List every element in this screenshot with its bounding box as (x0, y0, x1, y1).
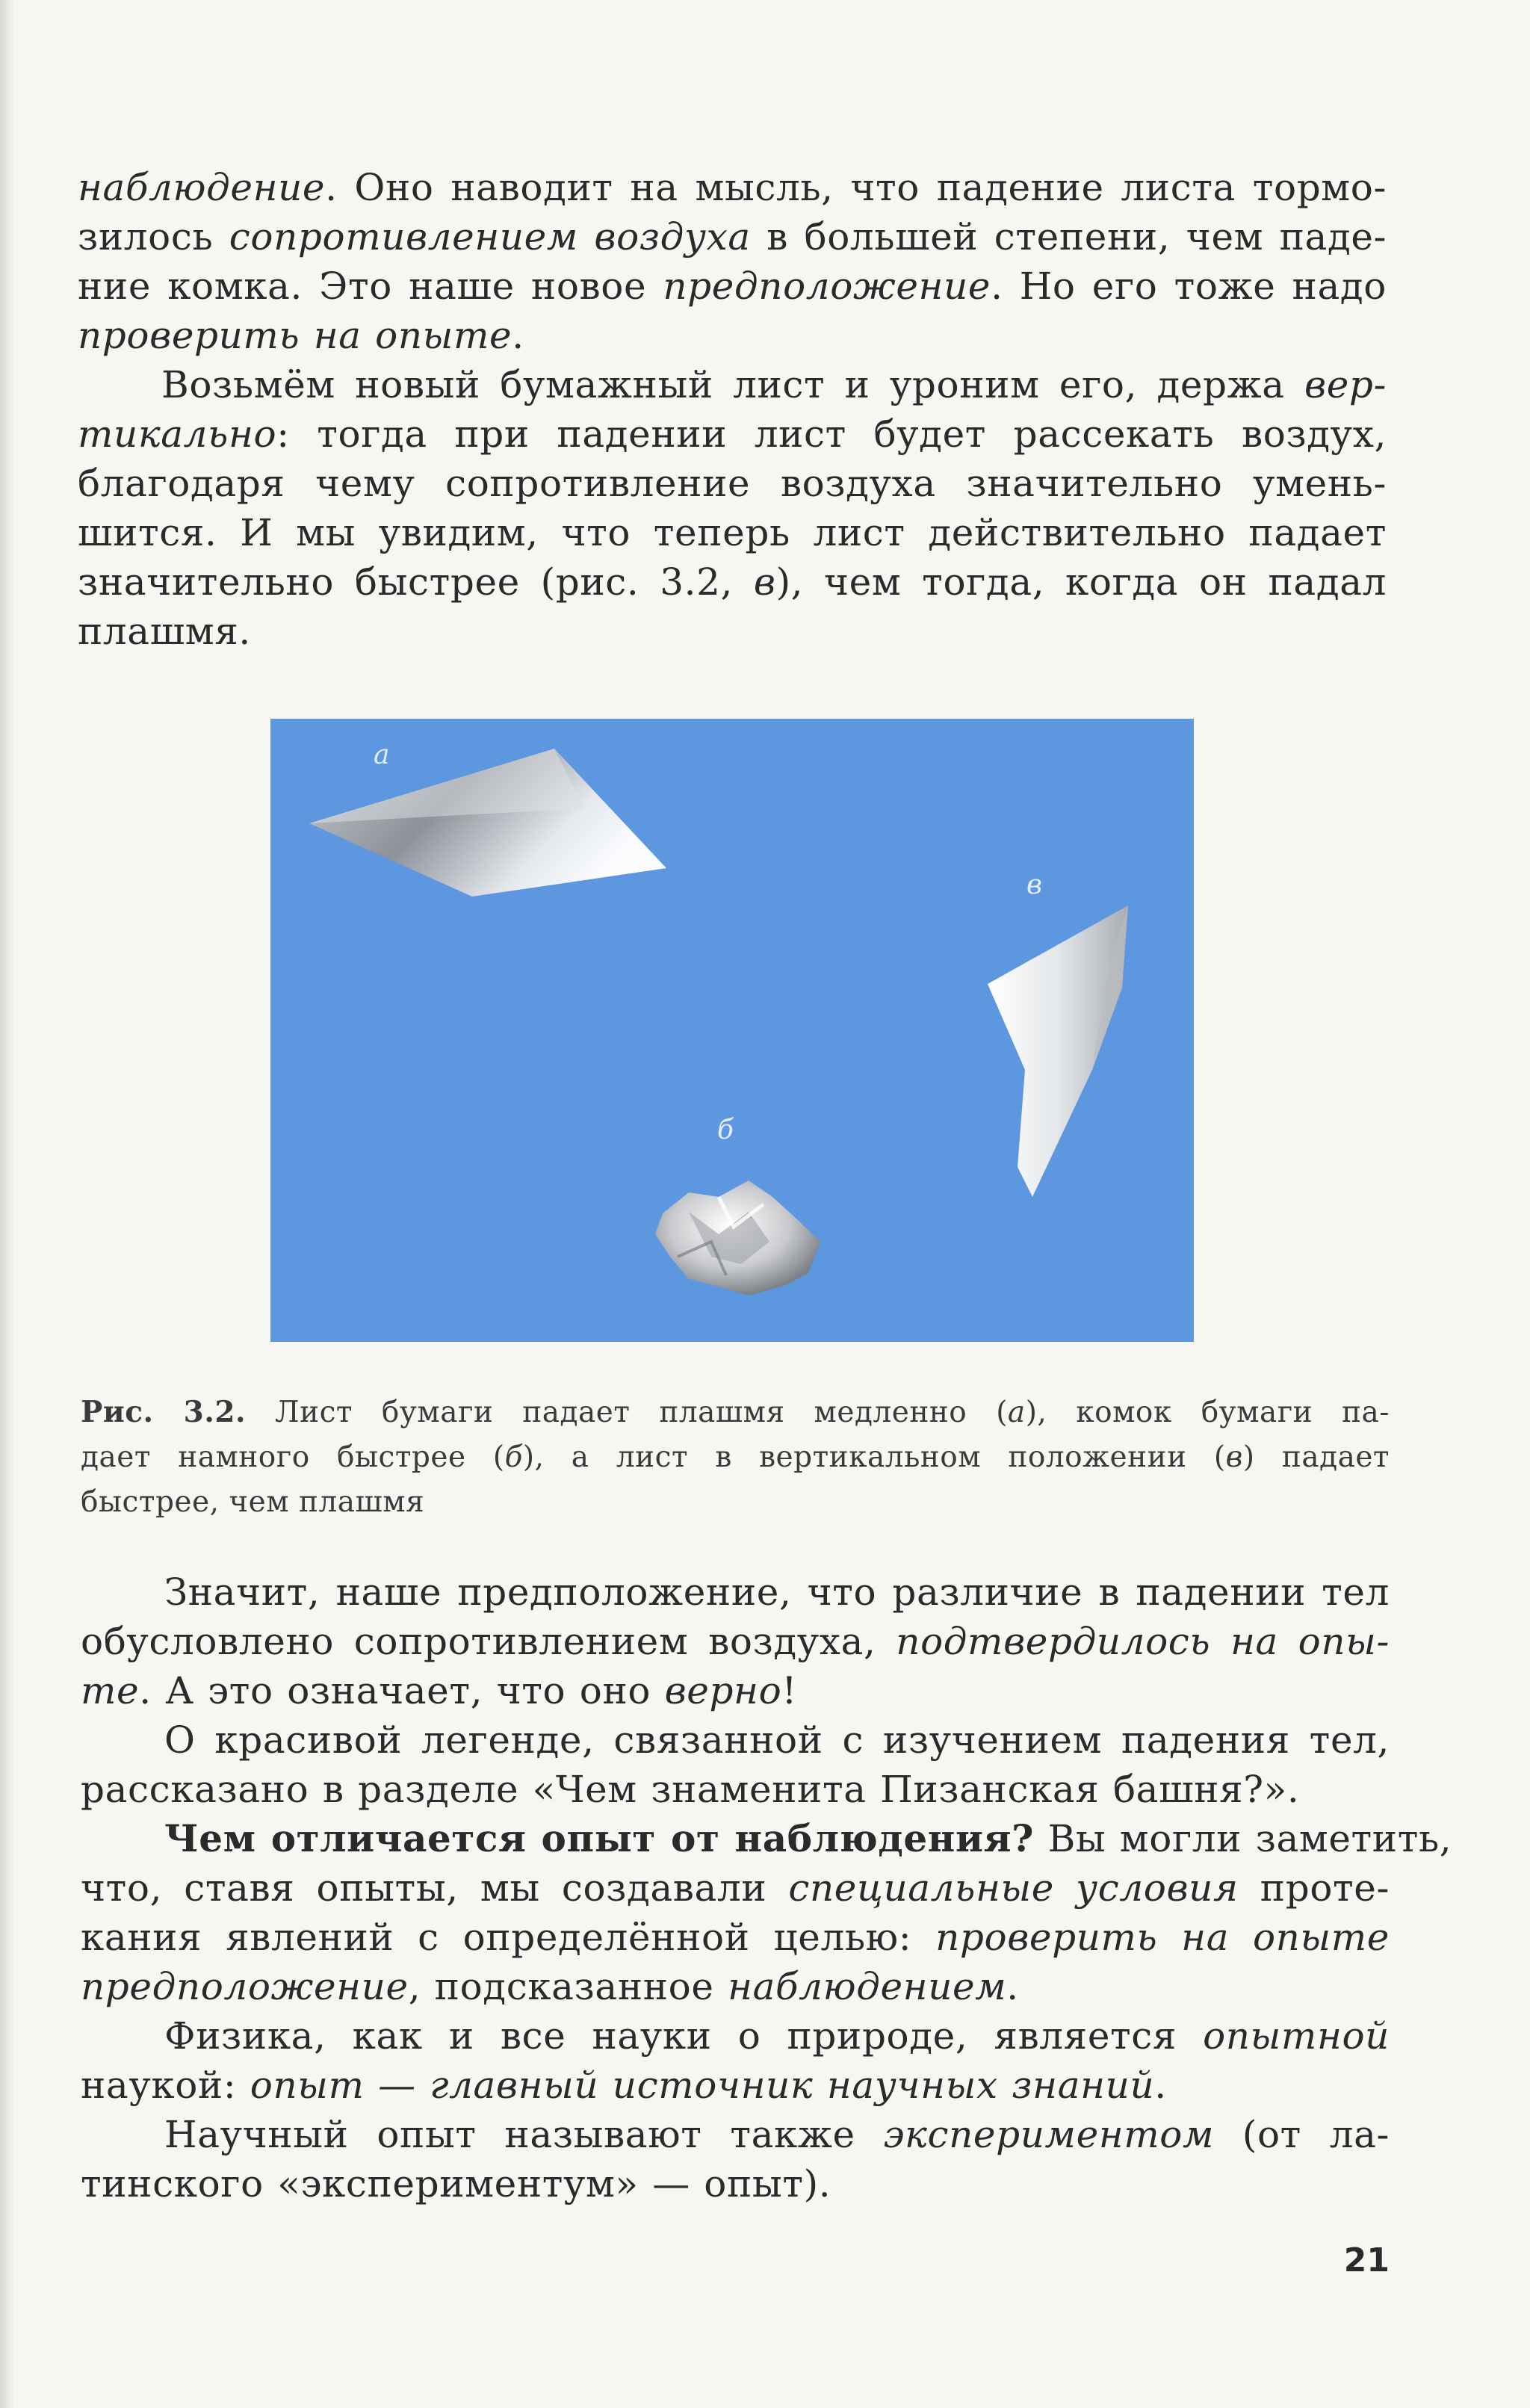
text-line (81, 1666, 1390, 1715)
italic-run: тикально (78, 412, 277, 456)
page-gutter-shadow (0, 0, 15, 2408)
text-run: ), чем тогда, когда он падал (775, 560, 1387, 604)
bold-run: Чем отличается опыт от наблюдения? (164, 1816, 1035, 1860)
text-line (78, 212, 1387, 261)
text-run: что, ставя опыты, мы создавали (81, 1866, 789, 1910)
italic-run: в (1225, 1440, 1243, 1474)
page-number: 21 (1343, 2241, 1390, 2279)
text-run: рассказано в разделе «Чем знаменита Пизанская башня?». (81, 1768, 1300, 1811)
text-run: ), комок бумаги па- (1025, 1396, 1390, 1429)
text-run: Научный опыт называют также (164, 2113, 884, 2156)
text-line (78, 409, 1387, 459)
text-run: . Но его тоже надо (991, 264, 1387, 308)
italic-run: подтвердилось на опы- (896, 1620, 1390, 1663)
text-line (81, 1814, 1452, 1863)
text-line (81, 1863, 1390, 1913)
text-run: обусловлено сопротивлением воздуха, (81, 1620, 896, 1663)
text-run: наукой: (81, 2064, 250, 2107)
italic-run: наблюдением (728, 1965, 1007, 2008)
paragraph-experiment-vs-observation (81, 1814, 1452, 2011)
text-line (81, 1617, 1390, 1666)
text-run: , подсказанное (408, 1965, 728, 2008)
paragraph-hypothesis-confirmed (81, 1567, 1390, 1715)
italic-run: б (504, 1440, 523, 1474)
italic-run: опыт — главный источник научных знаний (250, 2064, 1155, 2107)
italic-run: верно (664, 1669, 782, 1712)
paragraph-physics-experimental-science (81, 2011, 1390, 2110)
paragraph-observation-hypothesis (78, 163, 1387, 360)
text-run: Значит, наше предположение, что различие в падении тел (164, 1570, 1390, 1614)
italic-run: экспериментом (883, 2113, 1215, 2156)
text-line (81, 2159, 1390, 2209)
text-line (78, 557, 1387, 607)
text-line (78, 607, 1387, 656)
bold-run: Рис. 3.2. (81, 1395, 247, 1429)
text-line (81, 1435, 1390, 1480)
italic-run: опытной (1203, 2014, 1390, 2058)
text-line (78, 508, 1387, 557)
figure-label-a: а (374, 740, 390, 770)
vertical-sheet-v (988, 906, 1128, 1197)
italic-run: специальные условия (788, 1866, 1239, 1910)
text-run: шится. И мы увидим, что теперь лист действительно падает (78, 511, 1387, 554)
text-line (81, 2061, 1390, 2110)
paragraph-vertical-sheet (78, 360, 1387, 656)
text-line (78, 163, 1387, 212)
text-run: . А это означает, что оно (139, 1669, 665, 1712)
text-run: Лист бумаги падает плашмя медленно ( (246, 1396, 1008, 1429)
text-run: Физика, как и все науки о природе, является (164, 2014, 1204, 2058)
text-run: . (512, 314, 524, 357)
text-run: (от ла- (1214, 2113, 1390, 2156)
italic-run: предположение (81, 1965, 409, 2008)
text-run: Вы могли заметить, (1034, 1817, 1452, 1860)
italic-run: те (81, 1669, 140, 1712)
text-run: ! (781, 1669, 798, 1712)
text-run: дает намного быстрее ( (81, 1440, 505, 1474)
figure-label-v: в (1026, 870, 1042, 900)
text-line (81, 1962, 1390, 2011)
text-line (81, 2011, 1390, 2061)
text-run: . (1006, 1965, 1019, 2008)
paragraph-experiment-term (81, 2110, 1390, 2209)
text-line (81, 1715, 1390, 1765)
text-run: проте- (1238, 1866, 1390, 1910)
text-run: быстрее, чем плашмя (81, 1485, 425, 1519)
text-line (78, 311, 1387, 360)
text-line (78, 261, 1387, 311)
crumpled-ball-b (655, 1180, 820, 1296)
text-run: Возьмём новый бумажный лист и уроним его, держа (161, 363, 1304, 406)
text-line (81, 1390, 1390, 1435)
text-run: О красивой легенде, связанной с изучением падения тел, (164, 1718, 1390, 1762)
italic-run: вер- (1304, 363, 1387, 406)
text-line (81, 1765, 1390, 1814)
italic-run: проверить на опыте (935, 1916, 1390, 1959)
text-run: . (1154, 2064, 1167, 2107)
text-line (81, 1480, 1390, 1525)
text-line (81, 1913, 1390, 1962)
italic-run: проверить на опыте (78, 314, 512, 357)
italic-run: в (753, 560, 776, 604)
text-line (81, 1567, 1390, 1617)
italic-run: предположение (663, 264, 991, 308)
figure-label-b: б (717, 1115, 734, 1145)
italic-run: сопротивлением воздуха (229, 215, 751, 259)
text-run: ), а лист в вертикальном положении ( (522, 1440, 1226, 1474)
text-run: плашмя. (78, 610, 251, 653)
text-line (81, 2110, 1390, 2159)
text-run: ) падает (1242, 1440, 1390, 1474)
text-run: в большей степени, чем паде- (750, 215, 1387, 259)
flat-sheet-a (309, 749, 666, 897)
falling-paper-illustration (270, 719, 1194, 1342)
text-run: : тогда при падении лист будет рассекать воздух, (276, 412, 1387, 456)
italic-run: а (1007, 1396, 1026, 1429)
text-run: значительно быстрее (рис. 3.2, (78, 560, 754, 604)
text-run: кания явлений с определённой целью: (81, 1916, 936, 1959)
text-line (78, 360, 1387, 409)
text-line (78, 459, 1387, 508)
italic-run: наблюдение (78, 166, 326, 209)
text-run: благодаря чему сопротивление воздуха значительно умень- (78, 462, 1387, 505)
text-run: . Оно наводит на мысль, что падение листа тормо- (325, 166, 1387, 209)
text-run: зилось (78, 215, 229, 259)
paragraph-pisa-tower-reference (81, 1715, 1390, 1814)
text-run: тинского «экспериментум» — опыт). (81, 2162, 831, 2206)
text-run: ние комка. Это наше новое (78, 264, 663, 308)
figure-3-2-falling-paper (270, 719, 1194, 1342)
figure-caption (81, 1390, 1390, 1525)
